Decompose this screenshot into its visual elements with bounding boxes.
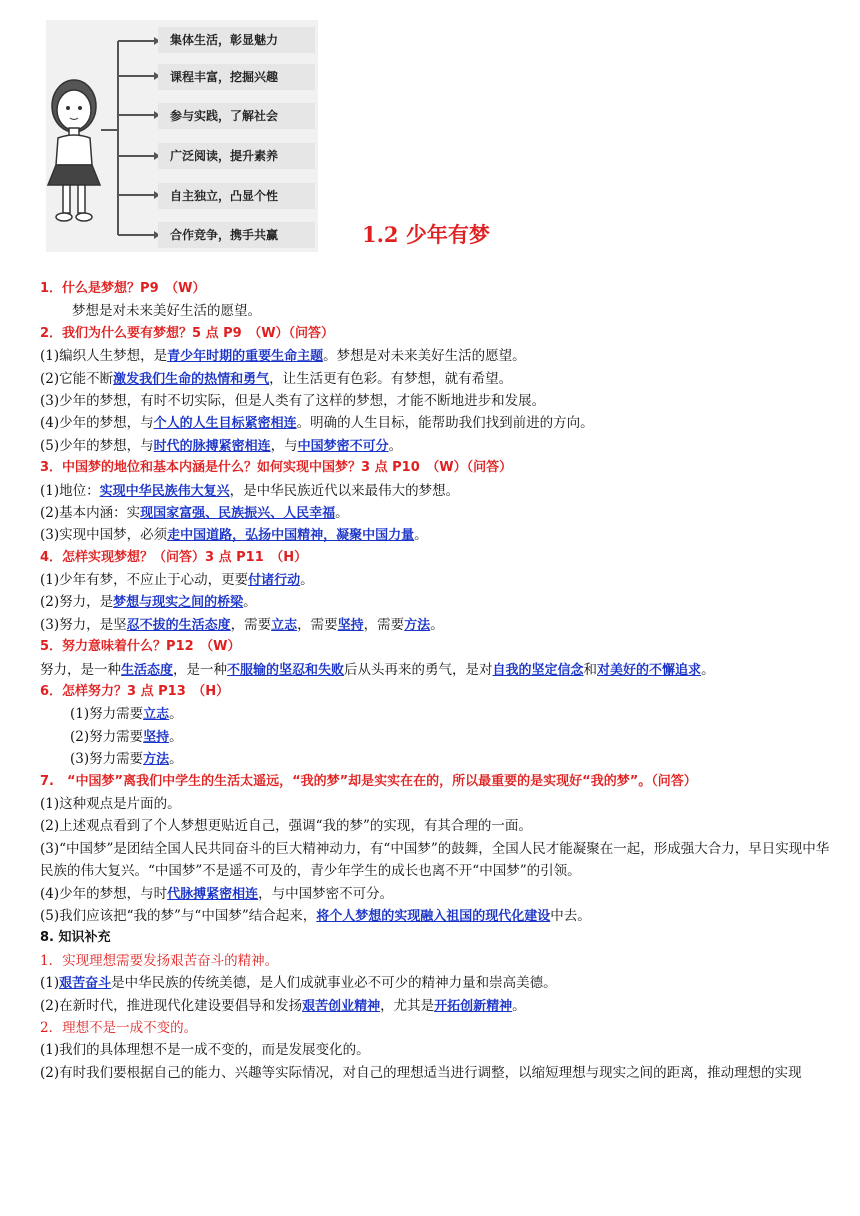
tag-3: 参与实践，了解社会 bbox=[158, 103, 315, 129]
answer-4-1: (1)少年有梦，不应止于心动，更要付诸行动。 bbox=[40, 572, 314, 589]
answer-6-3: (3)努力需要方法。 bbox=[70, 751, 183, 768]
answer-7-2: (2)上述观点看到了个人梦想更贴近自己，强调“我的梦”的实现，有其合理的一面。 bbox=[40, 818, 532, 835]
keyword: 对美好的不懈追求 bbox=[597, 662, 702, 678]
keyword: 中国梦密不可分 bbox=[297, 438, 389, 454]
keyword: 方法 bbox=[143, 752, 170, 768]
answer-6-1: (1)努力需要立志。 bbox=[70, 706, 183, 723]
answer-4-2: (2)努力，是梦想与现实之间的桥梁。 bbox=[40, 594, 257, 611]
supplement-1-heading: 1．实现理想需要发扬艰苦奋斗的精神。 bbox=[40, 952, 279, 969]
question-6: 6．怎样努力？3 点 P13 （H） bbox=[40, 684, 230, 700]
keyword: 自我的坚定信念 bbox=[492, 662, 584, 678]
keyword: 梦想与现实之间的桥梁 bbox=[113, 595, 244, 611]
answer-3-1: (1)地位：实现中华民族伟大复兴，是中华民族近代以来最伟大的梦想。 bbox=[40, 482, 460, 499]
girl-illustration bbox=[46, 20, 318, 252]
answer-1: 梦想是对未来美好生活的愿望。 bbox=[72, 303, 261, 320]
question-3: 3．中国梦的地位和基本内涵是什么？如何实现中国梦？3 点 P10 （W）（问答） bbox=[40, 460, 513, 476]
question-2: 2．我们为什么要有梦想？5 点 P9 （W）（问答） bbox=[40, 325, 335, 341]
keyword: 付诸行动 bbox=[248, 573, 301, 589]
answer-7-1: (1)这种观点是片面的。 bbox=[40, 795, 181, 812]
keyword: 将个人梦想的实现融入祖国的现代化建设 bbox=[316, 908, 551, 924]
answer-2-2: (2)它能不断激发我们生命的热情和勇气，让生活更有色彩。有梦想，就有希望。 bbox=[40, 370, 513, 387]
question-1: 1．什么是梦想？P9 （W） bbox=[40, 281, 206, 296]
keyword: 艰苦创业精神 bbox=[302, 998, 381, 1014]
keyword: 艰苦奋斗 bbox=[59, 976, 112, 992]
keyword: 立志 bbox=[271, 617, 298, 633]
supplement-1-2: (2)在新时代，推进现代化建设要倡导和发扬艰苦创业精神，尤其是开拓创新精神。 bbox=[40, 997, 526, 1014]
keyword: 走中国道路，弘扬中国精神，凝聚中国力量 bbox=[167, 528, 415, 544]
keyword: 激发我们生命的热情和勇气 bbox=[113, 371, 270, 387]
question-7: 7. “中国梦”离我们中学生的生活太遥远，“我的梦”却是实实在在的，所以最重要的是实现好“我的梦”。（问答） bbox=[40, 773, 697, 789]
keyword: 立志 bbox=[143, 707, 170, 723]
keyword: 生活态度 bbox=[121, 662, 174, 678]
tag-6: 合作竞争，携手共赢 bbox=[158, 222, 315, 248]
answer-5: 努力，是一种生活态度，是一种不服输的坚忍和失败后从头再来的勇气，是对自我的坚定信念和对美好的不懈追求。 bbox=[40, 661, 715, 678]
answer-7-3: (3)“中国梦”是团结全国人民共同奋斗的巨大精神动力，有“中国梦”的鼓舞，全国人民才能凝聚在一起，形成强大合力，早日实现中华民族的伟大复兴。“中国梦”不是遥不可及的，青少年学生的成长也离不开“中国梦”的引领。 bbox=[40, 840, 830, 880]
keyword: 不服输的坚忍和失败 bbox=[227, 662, 345, 678]
keyword: 坚持 bbox=[143, 729, 170, 745]
answer-3-3: (3)实现中国梦，必须走中国道路，弘扬中国精神，凝聚中国力量。 bbox=[40, 527, 428, 544]
keyword: 开拓创新精神 bbox=[434, 998, 513, 1014]
answer-3-2: (2)基本内涵：实现国家富强、民族振兴、人民幸福。 bbox=[40, 504, 349, 521]
supplement-1-1: (1)艰苦奋斗是中华民族的传统美德，是人们成就事业必不可少的精神力量和崇高美德。 bbox=[40, 975, 557, 992]
tag-1: 集体生活，彰显魅力 bbox=[158, 27, 315, 53]
keyword: 青少年时期的重要生命主题 bbox=[167, 349, 324, 365]
header-illustration bbox=[46, 20, 318, 252]
document-body bbox=[40, 278, 830, 1084]
supplement-2-2: (2)有时我们要根据自己的能力、兴趣等实际情况，对自己的理想适当进行调整，以缩短理想与现实之间的距离，推动理想的实现 bbox=[40, 1064, 802, 1081]
question-5: 5．努力意味着什么？P12 （W） bbox=[40, 639, 241, 655]
keyword: 现国家富强、民族振兴、人民幸福 bbox=[140, 505, 336, 521]
keyword: 代脉搏紧密相连 bbox=[167, 886, 259, 902]
keyword: 实现中华民族伟大复兴 bbox=[99, 483, 230, 499]
answer-6-2: (2)努力需要坚持。 bbox=[70, 728, 183, 745]
answer-7-5: (5)我们应该把“我的梦”与“中国梦”结合起来，将个人梦想的实现融入祖国的现代化建设中去。 bbox=[40, 907, 591, 924]
question-4: 4．怎样实现梦想？（问答）3 点 P11 （H） bbox=[40, 549, 308, 565]
keyword: 个人的人生目标紧密相连 bbox=[153, 416, 297, 432]
answer-2-3: (3)少年的梦想，有时不切实际，但是人类有了这样的梦想，才能不断地进步和发展。 bbox=[40, 392, 546, 409]
keyword: 方法 bbox=[404, 617, 431, 633]
keyword: 时代的脉搏紧密相连 bbox=[153, 438, 271, 454]
keyword: 忍不拔的生活态度 bbox=[126, 617, 231, 633]
keyword: 坚持 bbox=[337, 617, 364, 633]
supplement-2-heading: 2．理想不是一成不变的。 bbox=[40, 1019, 198, 1036]
tag-5: 自主独立，凸显个性 bbox=[158, 183, 315, 209]
tag-2: 课程丰富，挖掘兴趣 bbox=[158, 64, 315, 90]
section-8-heading: 8. 知识补充 bbox=[40, 930, 111, 946]
supplement-2-1: (1)我们的具体理想不是一成不变的，而是发展变化的。 bbox=[40, 1042, 370, 1059]
answer-2-5: (5)少年的梦想，与时代的脉搏紧密相连，与中国梦密不可分。 bbox=[40, 437, 403, 454]
tag-4: 广泛阅读，提升素养 bbox=[158, 143, 315, 169]
answer-4-3: (3)努力，是坚忍不拔的生活态度，需要立志，需要坚持，需要方法。 bbox=[40, 616, 444, 633]
answer-2-1: (1)编织人生梦想，是青少年时期的重要生命主题。梦想是对未来美好生活的愿望。 bbox=[40, 348, 526, 365]
answer-2-4: (4)少年的梦想，与个人的人生目标紧密相连。明确的人生目标，能帮助我们找到前进的方向。 bbox=[40, 415, 594, 432]
page-title: 1.2 少年有梦 bbox=[362, 222, 490, 247]
answer-7-4: (4)少年的梦想，与时代脉搏紧密相连，与中国梦密不可分。 bbox=[40, 885, 394, 902]
